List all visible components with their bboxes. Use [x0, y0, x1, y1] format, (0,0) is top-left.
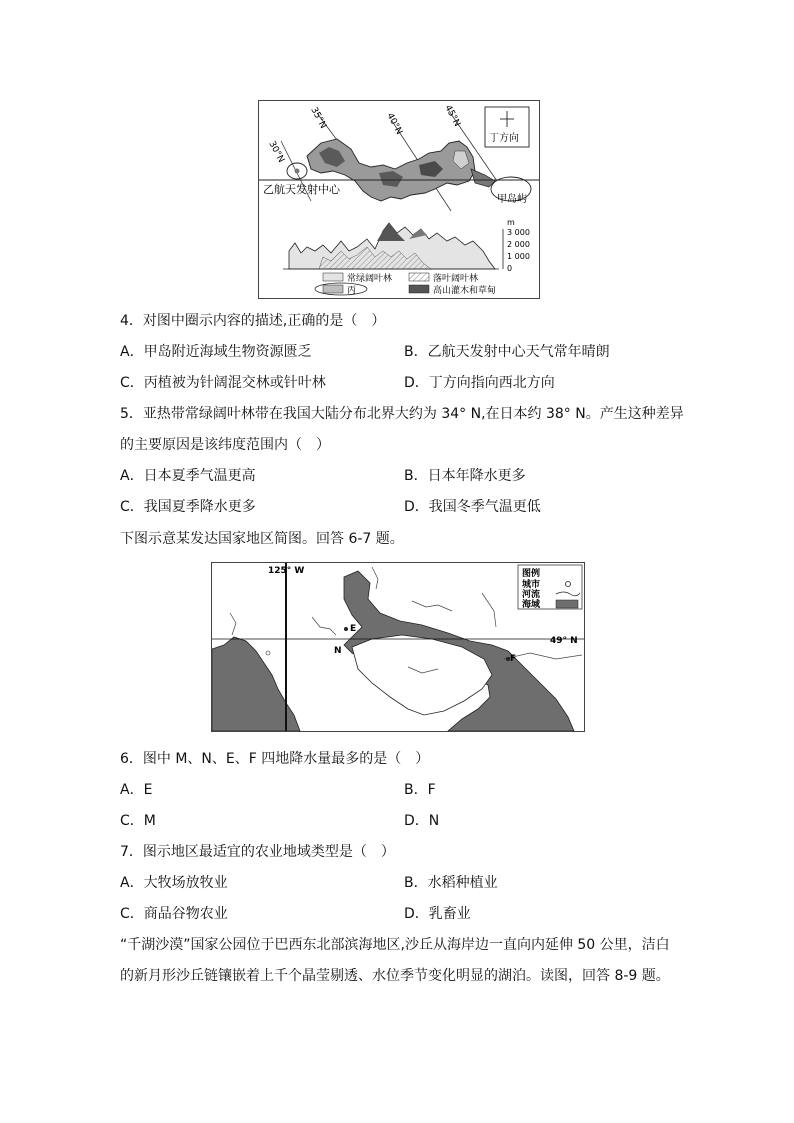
q6-option-b[interactable]: B．F [404, 782, 436, 798]
hokkaido-east [471, 169, 495, 187]
intro-6-7: 下图示意某发达国家地区简图。回答 6-7 题。 [120, 531, 404, 547]
elevation-profile [283, 223, 499, 269]
q5-stem-line2: 的主要原因是该纬度范围内（ ） [120, 437, 330, 453]
q6-option-c[interactable]: C．M [120, 813, 156, 829]
q6-stem: 6．图中 M、N、E、F 四地降水量最多的是（ ） [120, 751, 430, 767]
lat-label-40: 40°N [384, 111, 404, 137]
q4-option-c[interactable]: C．丙植被为针阔混交林或针叶林 [120, 375, 326, 391]
city-e-marker [344, 627, 348, 631]
legend-city-marker [566, 582, 571, 587]
q4-stem: 4．对图中圈示内容的描述,正确的是（ ） [120, 313, 386, 329]
q5-option-c[interactable]: C．我国夏季降水更多 [120, 499, 256, 515]
legend-deciduous-label: 落叶阔叶林 [433, 274, 479, 284]
elev-2000: 2 000 [507, 240, 530, 249]
q7-option-b[interactable]: B．水稻种植业 [404, 875, 498, 891]
legend-bing-label: 丙 [347, 286, 357, 296]
q7-option-c[interactable]: C．商品谷物农业 [120, 906, 228, 922]
legend-title: 图例 [522, 569, 541, 579]
lat-label-45: 45°N [442, 103, 462, 129]
legend-evergreen-label: 常绿阔叶林 [347, 274, 393, 284]
river-1 [230, 613, 236, 635]
figure2-legend [518, 565, 582, 610]
legend-river-label: 河流 [522, 590, 541, 600]
lat-label-35: 35°N [308, 105, 328, 131]
legend-swatch-alpine [409, 285, 429, 293]
elev-1000: 1 000 [507, 252, 530, 261]
lon-label: 125° W [268, 566, 305, 576]
intro-8-9-line2: 的新月形沙丘链镶嵌着上千个晶莹剔透、水位季节变化明显的湖泊。读图，回答 8-9 题。 [120, 968, 670, 984]
intro-8-9-line1: “千湖沙漠”国家公园位于巴西东北部滨海地区,沙丘从海岸边一直向内延伸 50 公里，洁白 [120, 937, 670, 953]
city-m-marker [266, 651, 270, 655]
legend-swatch-evergreen [323, 273, 343, 281]
q5-option-b[interactable]: B．日本年降水更多 [404, 468, 526, 484]
legend-sea-swatch [556, 600, 578, 608]
q5-option-d[interactable]: D．我国冬季气温更低 [404, 499, 541, 515]
q4-option-b[interactable]: B．乙航天发射中心天气常年晴朗 [404, 344, 610, 360]
point-e-label: E [350, 624, 357, 634]
lat-label-30: 30°N [266, 139, 286, 165]
island-label: 甲岛屿 [497, 194, 527, 205]
q7-option-d[interactable]: D．乳畜业 [404, 906, 471, 922]
q6-option-d[interactable]: D．N [404, 813, 440, 829]
figure-region-map [211, 562, 585, 732]
figure1-legend [315, 272, 496, 296]
figure-region-svg [212, 563, 584, 731]
lat-label: 49° N [550, 636, 578, 646]
direction-box-label: 丁方向 [489, 133, 519, 144]
q6-option-a[interactable]: A．E [120, 782, 153, 798]
q4-option-a[interactable]: A．甲岛附近海域生物资源匮乏 [120, 344, 312, 360]
legend-swatch-bing [323, 285, 343, 293]
elev-unit: m [507, 218, 515, 227]
q5-option-a[interactable]: A．日本夏季气温更高 [120, 468, 256, 484]
elev-0: 0 [507, 264, 513, 273]
q5-stem-line1: 5．亚热带常绿阔叶林带在我国大陆分布北界大约为 34° N,在日本约 38° N。产生这种差异 [120, 406, 684, 422]
point-m-label: M [272, 649, 281, 659]
point-n-label: N [334, 646, 342, 656]
q4-option-d[interactable]: D．丁方向指向西北方向 [404, 375, 555, 391]
point-f-label: F [510, 654, 517, 664]
river-6 [372, 567, 378, 589]
river-4 [482, 593, 496, 627]
figure-japan-svg [259, 101, 539, 298]
q7-option-a[interactable]: A．大牧场放牧业 [120, 875, 228, 891]
legend-alpine-label: 高山灌木和草甸 [433, 286, 497, 296]
elev-3000: 3 000 [507, 228, 530, 237]
south-island-shape [295, 169, 300, 174]
river-3 [412, 601, 452, 611]
river-2 [312, 617, 336, 635]
figure-japan-vegetation-map [258, 100, 540, 299]
legend-sea-label: 海域 [522, 600, 541, 610]
q7-stem: 7．图示地区最适宜的农业地域类型是（ ） [120, 844, 395, 860]
legend-swatch-deciduous [409, 273, 429, 281]
legend-city-label: 城市 [522, 580, 541, 590]
launch-center-label: 乙航天发射中心 [263, 183, 340, 196]
